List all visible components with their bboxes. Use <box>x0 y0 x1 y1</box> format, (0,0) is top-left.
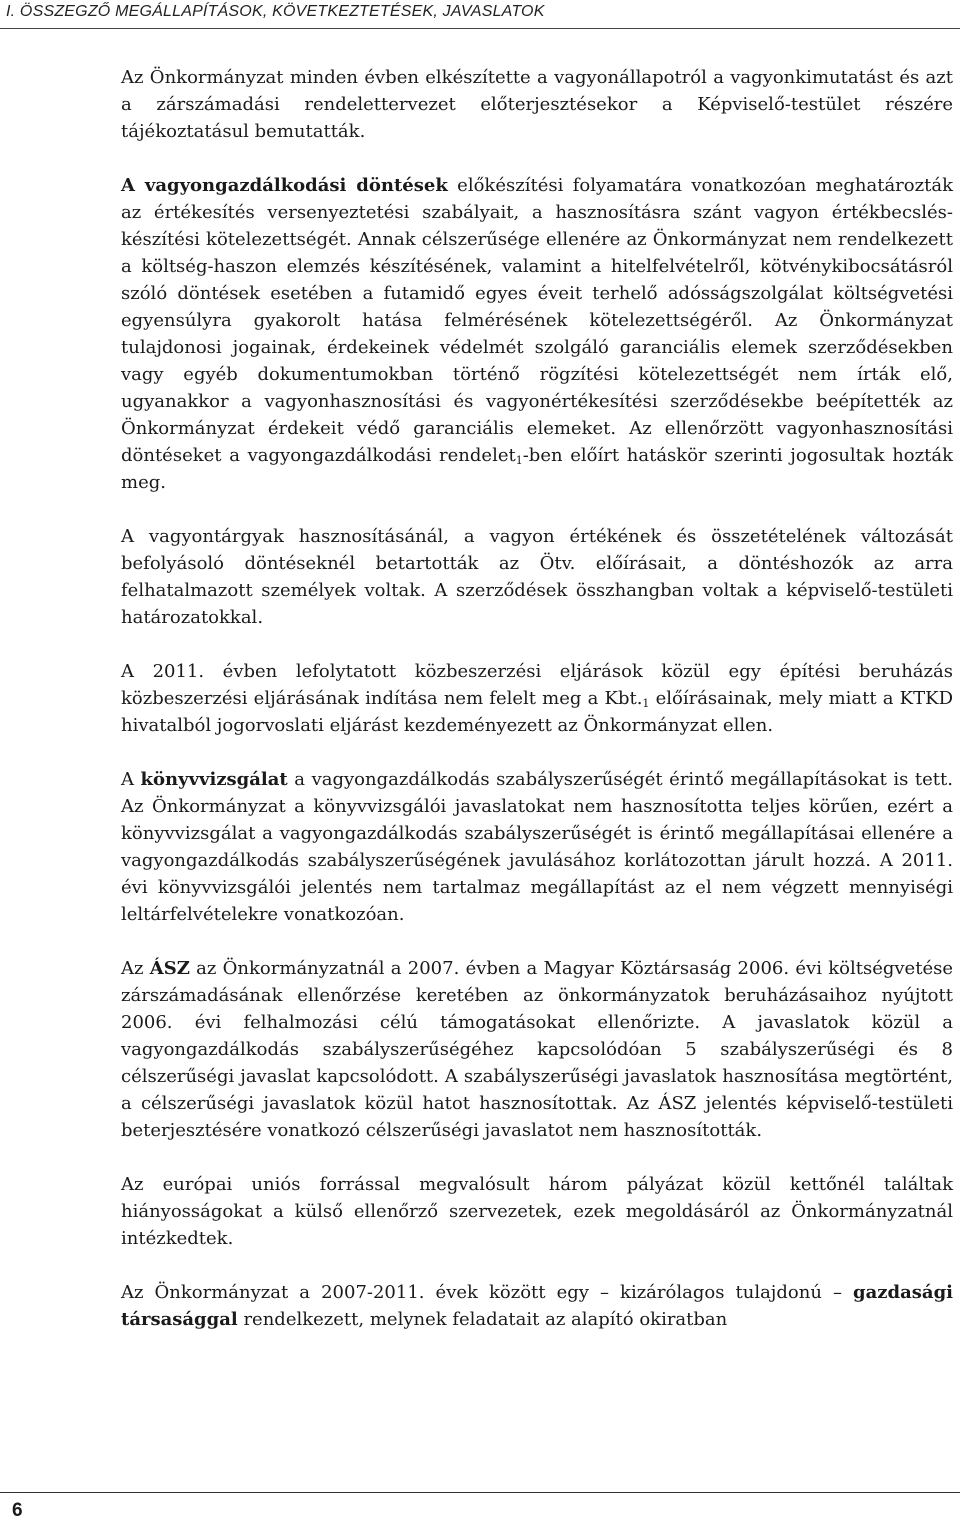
paragraph: A könyvvizsgálat a vagyongazdálkodás szabályszerűségét érintő megállapításokat is tett. Az Önkormányzat a könyvvizsgálói javaslatokat nem hasznosította teljes körűen, ezért a könyvvizsgálat a vagyongazdálkodás szabályszerűségét is érintő megállapításai ellenére a vagyongazdálkodás szabályszerűségének javulásához korlátozottan járult hozzá. A 2011. évi könyvvizsgálói jelentés nem tartalmaz megállapítást az el nem végzett mennyiségi leltárfelvételekre vonatkozóan. <box>121 769 953 925</box>
page-header <box>0 0 960 29</box>
paragraph: Az Önkormányzat a 2007-2011. évek között egy – kizárólagos tulajdonú – gazdasági társasággal rendelkezett, melynek feladatait az alapító okiratban <box>121 1282 953 1330</box>
paragraph: Az ÁSZ az Önkormányzatnál a 2007. évben a Magyar Köztársaság 2006. évi költségvetése zárszámadásának ellenőrzése keretében az önkormányzatok beruházásaihoz nyújtott 2006. évi felhalmozási célú támogatásokat ellenőrizte. A javaslatok közül a vagyongazdálkodás szabályszerűségéhez kapcsolódóan 5 szabályszerűségi és 8 célszerűségi javaslat kapcsolódott. A szabályszerűségi javaslatok hasznosítása megtörtént, a célszerűségi javaslatok közül hatot hasznosítottak. Az ÁSZ jelentés képviselő-testületi beterjesztésére vonatkozó célszerűségi javaslatot nem hasznosították. <box>121 958 953 1141</box>
page-number: 6 <box>12 1500 23 1521</box>
bold-term: könyvvizsgálat <box>140 769 288 790</box>
paragraph: A 2011. évben lefolytatott közbeszerzési eljárások közül egy építési beruházás közbeszerzési eljárásának indítása nem felelt meg a $Kbt._1$ előírásainak, mely miatt a KTKD hivatalból jogorvoslati eljárást kezdeményezett az Önkormányzat ellen. <box>121 661 954 736</box>
footer-divider <box>0 1492 960 1493</box>
paragraph: Az Önkormányzat minden évben elkészítette a vagyonállapotról a vagyonkimutatást és azt a zárszámadási rendelettervezet előterjesztésekor a Képviselő-testület részére tájékoztatásul bemutatták. <box>121 67 953 142</box>
paragraph: A vagyontárgyak hasznosításánál, a vagyon értékének és összetételének változását befolyásoló döntéseknél betartották az Ötv. előírásait, a döntéshozók az arra felhatalmazott személyek voltak. A szerződések összhangban voltak a képviselő-testületi határozatokkal. <box>121 526 953 628</box>
paragraph: Az európai uniós forrással megvalósult három pályázat közül kettőnél találtak hiányosságokat a külső ellenőrző szervezetek, ezek megoldásáról az Önkormányzatnál intézkedtek. <box>121 1174 953 1249</box>
section-title: I. ÖSSZEGZŐ MEGÁLLAPÍTÁSOK, KÖVETKEZTETÉSEK, JAVASLATOK <box>6 3 545 20</box>
bold-term: ÁSZ <box>149 958 190 979</box>
bold-term: gazdasági társasággal <box>121 1282 953 1330</box>
paragraph: A vagyongazdálkodási döntések előkészítési folyamatára vonatkozóan meghatározták az értékesítés versenyeztetési szabályait, a hasznosításra szánt vagyon értékbecslés-készítési kötelezettségét. Annak célszerűsége ellenére az Önkormányzat nem rendelkezett a költség-haszon elemzés készítésének, valamint a hitelfelvételről, kötvénykibocsátásról szóló döntések esetében a futamidő egyes éveit terhelő adósságszolgálat költségvetési egyensúlyra gyakorolt hatása felmérésének kötelezettségéről. Az Önkormányzat tulajdonosi jogainak, érdekeinek védelmét szolgáló garanciális elemek szerződésekben vagy egyéb dokumentumokban történő rögzítési kötelezettségét nem írták elő, ugyanakkor a vagyonhasznosítási és vagyonértékesítési szerződésekbe beépítették az Önkormányzat érdekeit védő garanciális elemeket. Az ellenőrzött vagyonhasznosítási döntéseket a vagyongazdálkodási rendelet$_1$-ben előírt hatáskör szerinti jogosultak hozták meg. <box>121 175 953 493</box>
bold-term: A vagyongazdálkodási döntések <box>121 175 448 196</box>
footnote-ref: 1 <box>515 454 523 467</box>
body-text <box>121 64 953 1360</box>
footnote-ref: 1 <box>642 697 650 710</box>
